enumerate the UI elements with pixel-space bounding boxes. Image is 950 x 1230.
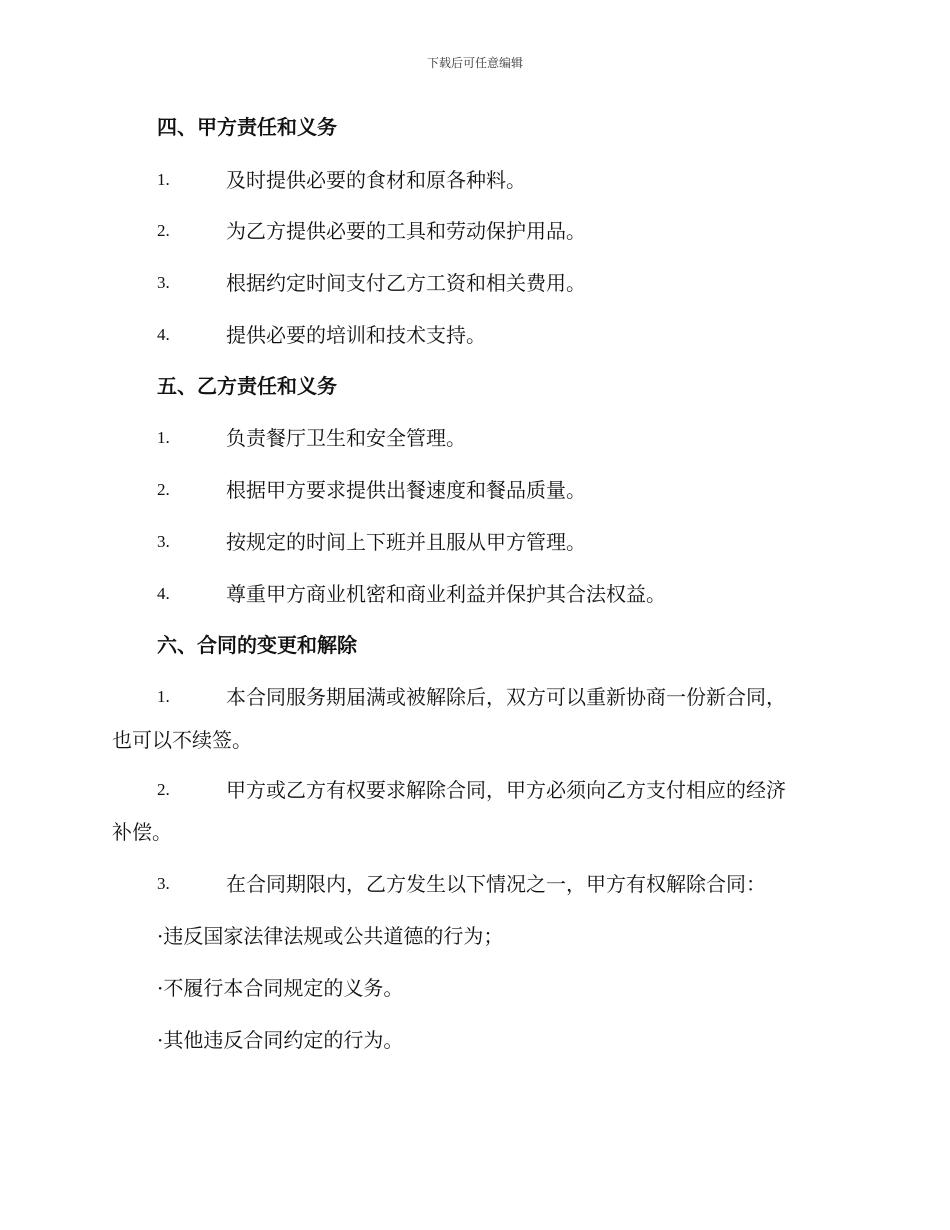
item-number: 2.	[157, 780, 170, 799]
section-heading-6: 六、合同的变更和解除	[157, 633, 357, 657]
item-text: 尊重甲方商业机密和商业利益并保护其合法权益。	[226, 582, 666, 606]
bullet-item: ·违反国家法律法规或公共道德的行为；	[157, 924, 504, 948]
item-number: 1.	[157, 428, 170, 447]
item-text: 为乙方提供必要的工具和劳动保护用品。	[226, 219, 586, 243]
item-text-continuation: 也可以不续签。	[112, 728, 252, 752]
item-number: 2.	[157, 480, 170, 499]
item-text: 负责餐厅卫生和安全管理。	[226, 426, 466, 450]
item-number: 1.	[157, 170, 170, 189]
item-text: 根据约定时间支付乙方工资和相关费用。	[226, 271, 586, 295]
item-number: 3.	[157, 874, 170, 893]
item-number: 3.	[157, 532, 170, 551]
bullet-item: ·不履行本合同规定的义务。	[157, 976, 404, 1000]
item-text: 提供必要的培训和技术支持。	[226, 323, 486, 347]
item-text: 甲方或乙方有权要求解除合同，甲方必须向乙方支付相应的经济	[226, 778, 786, 802]
item-text: 及时提供必要的食材和原各种料。	[226, 168, 526, 192]
item-text: 根据甲方要求提供出餐速度和餐品质量。	[226, 478, 586, 502]
item-text: 本合同服务期届满或被解除后，双方可以重新协商一份新合同，	[226, 685, 786, 709]
item-number: 2.	[157, 221, 170, 240]
section-heading-5: 五、乙方责任和义务	[157, 374, 337, 398]
item-number: 1.	[157, 687, 170, 706]
item-text: 按规定的时间上下班并且服从甲方管理。	[226, 530, 586, 554]
bullet-item: ·其他违反合同约定的行为。	[157, 1028, 404, 1052]
item-number: 4.	[157, 584, 170, 603]
item-number: 3.	[157, 273, 170, 292]
section-heading-4: 四、甲方责任和义务	[157, 115, 337, 139]
item-text: 在合同期限内，乙方发生以下情况之一，甲方有权解除合同：	[226, 872, 766, 896]
item-number: 4.	[157, 325, 170, 344]
page-header: 下载后可任意编辑	[426, 56, 523, 70]
item-text-continuation: 补偿。	[112, 820, 172, 844]
